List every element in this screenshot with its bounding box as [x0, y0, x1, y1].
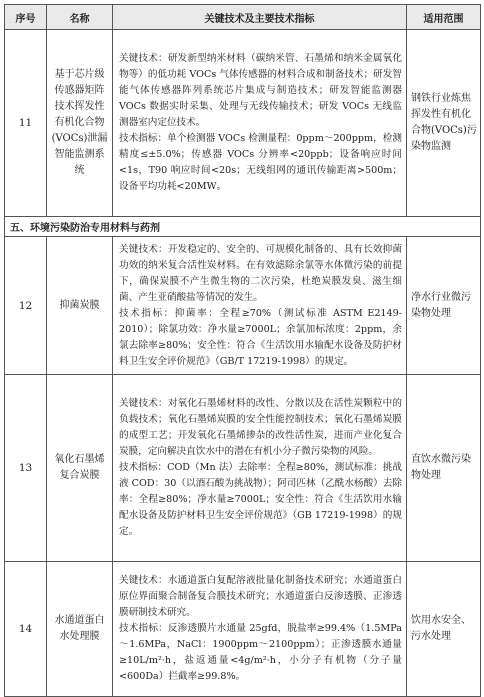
- row-scope: 直饮水微污染物处理: [407, 375, 481, 562]
- tech-key: 关键技术：研发新型纳米材料（碳纳米管、石墨烯和纳米金属氧化物等）的低功耗 VOCs 气体传感器的材料合成和制备技术；研发智能气体传感器阵列系统芯片集成与制造技术；研发智能监测器 VOCs 数据实时采集、处理与无线传输技术；研发 VOCs 无线监测器室内定位技术。: [119, 53, 402, 128]
- tech-key: 关键技术：水通道蛋白复配溶液批量化制备技术研究；水通道蛋白原位界面聚合制备复合膜技术研究；水通道蛋白反渗透膜、正渗透膜研制技术研究。: [119, 575, 402, 618]
- row-scope: 净水行业微污染物处理: [407, 237, 481, 375]
- row-index: 11: [5, 30, 47, 217]
- row-scope: 钢铁行业炼焦挥发性有机化合物(VOCs)污染物监测: [407, 30, 481, 217]
- tech-key: 关键技术：对氧化石墨烯材料的改性、分散以及在活性炭颗粒中的负载技术；氧化石墨烯炭膜的安全性能控制技术；氧化石墨烯炭膜的成型工艺；开发氧化石墨烯掺杂的改性活性炭，进而产业化复合炭膜，定向解决直饮水中的潜在有机小分子微污染物的风险。: [119, 398, 402, 457]
- row-name: 水通道蛋白水处理膜: [47, 562, 113, 697]
- tech-table: [4, 4, 481, 697]
- row-name: 氧化石墨烯复合炭膜: [47, 375, 113, 562]
- row-index: 14: [5, 562, 47, 697]
- row-name: 基于芯片级传感器矩阵技术挥发性有机化合物(VOCs)泄漏智能监测系统: [47, 30, 113, 217]
- table-row: [5, 30, 481, 217]
- row-tech: [113, 30, 407, 217]
- row-index: 13: [5, 375, 47, 562]
- tech-key: 关键技术：开发稳定的、安全的、可规模化制备的、具有长效抑菌功效的纳米复合活性炭材料。在有效滤除余氯等水体微污染的前提下，确保炭膜不产生微生物的二次污染，杜绝炭膜发臭、滋生细菌、产生亚硝酸盐等情况的发生。: [119, 243, 402, 303]
- row-tech: [113, 562, 407, 697]
- section-row: [5, 217, 481, 237]
- header-tech: 关键技术及主要技术指标: [113, 5, 407, 30]
- table-row: [5, 237, 481, 375]
- table-header-row: [5, 5, 481, 30]
- header-scope: 适用范围: [407, 5, 481, 30]
- row-tech: [113, 237, 407, 375]
- row-scope: 饮用水安全、污水处理: [407, 562, 481, 697]
- row-index: 12: [5, 237, 47, 375]
- header-index: 序号: [5, 5, 47, 30]
- tech-spec: 技术指标：单个检测器 VOCs 检测量程：0ppm～200ppm，检测精度≤±5.0%；传感器 VOCs 分辨率<20ppb；设备响应时间<1s，T90 响应时间<20s；无线组网的通讯传输距离>500m；设备平均功耗<20MW。: [119, 133, 402, 192]
- table-row: [5, 375, 481, 562]
- tech-spec: 技术指标：反渗透膜片水通量 25gfd，脱盐率≥99.4%（1.5MPa～1.6MPa，NaCl：1900ppm～2100ppm）；正渗透膜水通量≥10L/m²·h，盐返通量<4g/m²·h，小分子有机物（分子量<600Da）拦截率≥99.8%。: [119, 623, 402, 682]
- row-tech: [113, 375, 407, 562]
- section-title: 五、环境污染防治专用材料与药剂: [5, 217, 481, 237]
- table-row: [5, 562, 481, 697]
- tech-spec: 技术指标：抑菌率：全程≥70%（测试标准 ASTM E2149-2010）；除氯功效：净水量≥7000L；余氯加标浓度：2ppm，余氯去除率≥80%；安全性：符合《生活饮用水输配水设备及防护材料卫生安全评价规范》（GB/T 17219-1998）的规定。: [119, 307, 402, 367]
- row-name: 抑菌炭膜: [47, 237, 113, 375]
- header-name: 名称: [47, 5, 113, 30]
- tech-spec: 技术指标：COD（Mn 法）去除率：全程≥80%，测试标准：挑战液 COD：30（以酒石酸为挑战物）；阿司匹林（乙酰水杨酸）去除率：全程≥80%；净水量≥7000L；安全性：符合《生活饮用水输配水设备及防护材料卫生安全评价规范》（GB 17219-1998）的规定。: [119, 462, 402, 537]
